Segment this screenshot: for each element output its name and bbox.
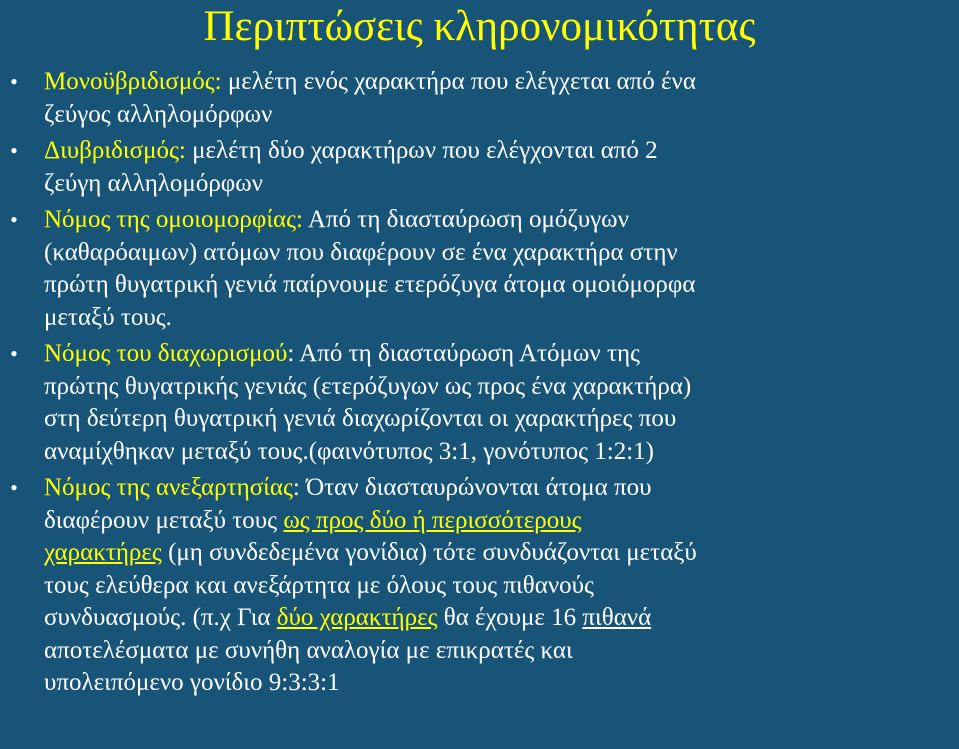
body-text: (καθαρόαιμων) ατόμων που διαφέρουν σε ένα χαρακτήρα στην	[44, 238, 678, 266]
body-text: πιθανά	[582, 604, 652, 631]
bullet-item	[0, 135, 959, 200]
highlight-text: δύο χαρακτήρες	[276, 604, 438, 631]
bullet-line	[44, 168, 959, 201]
bullet-line	[44, 66, 959, 99]
bullet-line	[44, 371, 959, 404]
bullet-line	[44, 667, 959, 700]
bullet-line	[44, 436, 959, 469]
body-text: διαφέρουν μεταξύ τους	[44, 506, 284, 534]
bullet-dot: •	[10, 69, 18, 94]
bullet-line	[44, 472, 959, 505]
body-text: τους ελεύθερα και ανεξάρτητα με όλους τους πιθανούς	[44, 571, 594, 599]
body-text: αναμίχθηκαν μεταξύ τους.(φαινότυπος 3:1, γονότυπος 1:2:1)	[44, 437, 654, 465]
bullet-line	[44, 602, 959, 635]
body-text: αποτελέσματα με συνήθη αναλογία με επικρατές και	[44, 636, 573, 664]
body-text: πρώτη θυγατρική γενιά παίρνουμε ετερόζυγα άτομα ομοιόμορφα	[44, 271, 696, 298]
bullet-line	[44, 338, 959, 371]
bullet-item	[0, 204, 959, 334]
body-text: : Από τη διασταύρωση Ατόμων της	[287, 340, 640, 367]
bullet-line	[44, 269, 959, 302]
highlight-text: ως προς δύο ή περισσότερους	[283, 506, 582, 534]
body-text: στη δεύτερη θυγατρική γενιά διαχωρίζονται οι χαρακτήρες που	[44, 405, 677, 432]
body-text: (μη συνδεδεμένα γονίδια) τότε συνδυάζονται μεταξύ	[161, 539, 697, 566]
bullet-dot: •	[10, 341, 18, 366]
bullet-item	[0, 472, 959, 700]
bullet-line	[44, 505, 959, 538]
highlight-text: Μονοϋβριδισμός:	[44, 68, 222, 95]
bullet-line	[44, 537, 959, 570]
body-text: ζεύγη αλληλομόρφων	[44, 169, 263, 197]
body-text: θα έχουμε 16	[437, 604, 583, 631]
highlight-text: χαρακτήρες	[44, 539, 162, 566]
highlight-text: Νόμος της ομοιομορφίας:	[44, 206, 303, 233]
bullet-line	[44, 135, 959, 168]
bullet-line	[44, 570, 959, 603]
bullet-list	[0, 66, 959, 704]
bullet-line	[44, 204, 959, 237]
body-text: μεταξύ τους.	[44, 303, 172, 331]
bullet-dot: •	[10, 207, 18, 232]
bullet-item	[0, 66, 959, 131]
body-text: μελέτη δύο χαρακτήρων που ελέγχονται από 2	[185, 137, 658, 164]
bullet-line	[44, 237, 959, 270]
body-text: : Όταν διασταυρώνονται άτομα που	[292, 474, 652, 501]
bullet-line	[44, 302, 959, 335]
slide-title: Περιπτώσεις κληρονομικότητας	[203, 3, 756, 50]
bullet-dot: •	[10, 475, 18, 500]
highlight-text: Νόμος του διαχωρισμού	[44, 340, 288, 367]
highlight-text: Νόμος της ανεξαρτησίας	[44, 474, 293, 501]
bullet-dot: •	[10, 138, 18, 163]
bullet-item	[0, 338, 959, 468]
body-text: Από τη διασταύρωση ομόζυγων	[302, 206, 629, 233]
bullet-line	[44, 635, 959, 668]
body-text: συνδυασμούς. (π.χ Για	[44, 604, 277, 631]
highlight-text: Διυβριδισμός:	[44, 137, 186, 164]
bullet-line	[44, 99, 959, 132]
body-text: υπολειπόμενο γονίδιο 9:3:3:1	[44, 669, 340, 696]
bullet-line	[44, 403, 959, 436]
body-text: πρώτης θυγατρικής γενιάς (ετερόζυγων ως προς ένα χαρακτήρα)	[44, 372, 692, 400]
body-text: ζεύγος αλληλομόρφων	[44, 100, 273, 128]
body-text: μελέτη ενός χαρακτήρα που ελέγχεται από ένα	[221, 68, 696, 95]
